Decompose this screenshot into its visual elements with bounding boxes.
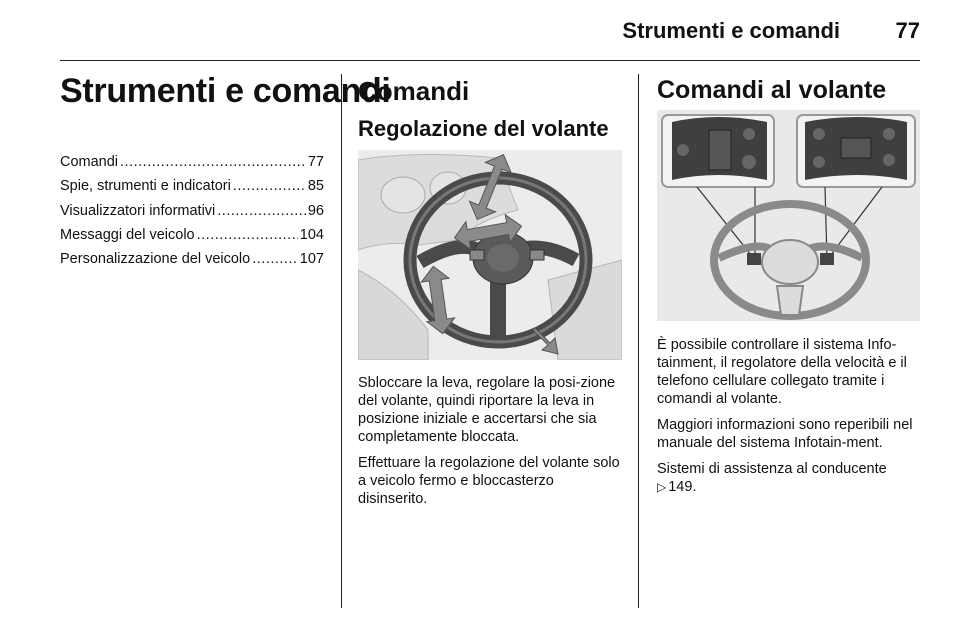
paragraph: Maggiori informazioni sono reperibili nel manuale del sistema Infotain-ment. (657, 417, 913, 451)
column-divider (638, 74, 639, 608)
section-heading: Comandi al volante (657, 76, 887, 104)
paragraph: È possibile controllare il sistema Info-tainment, il regolatore della velocità e il telefono cellulare collegato tramite i comandi al volante. (657, 337, 907, 407)
toc-entry[interactable]: Personalizzazione del veicolo ..... 107 (60, 247, 324, 271)
paragraph: Sbloccare la leva, regolare la posi-zione del volante, quindi riportare la leva in posizione iniziale e accertarsi che sia completamente bloccata. (358, 375, 616, 445)
column-divider (341, 74, 342, 608)
table-of-contents (60, 150, 324, 271)
chapter-title: Strumenti e comandi (60, 72, 391, 110)
steering-wheel-illustration (358, 150, 622, 360)
steering-adjustment-text (358, 374, 624, 516)
steering-controls-illustration (657, 110, 920, 321)
section-heading: Comandi (358, 76, 470, 106)
steering-controls-text (657, 336, 923, 504)
page-header (60, 14, 920, 61)
paragraph: Effettuare la regolazione del volante solo a veicolo fermo e bloccasterzo disinserito. (358, 455, 620, 507)
cross-reference[interactable]: Sistemi di assistenza al conducente ▷ 149. (657, 461, 887, 495)
toc-entry[interactable]: Visualizzatori informativi ..... 96 (60, 199, 324, 223)
toc-entry[interactable]: Messaggi del veicolo ..... 104 (60, 223, 324, 247)
crossref-text: Sistemi di assistenza al conducente (657, 461, 887, 477)
steering-adjustment-figure (358, 150, 622, 360)
toc-entry[interactable]: Comandi ..... 77 (60, 150, 324, 174)
running-header-title: Strumenti e comandi (622, 18, 840, 43)
toc-entry[interactable]: Spie, strumenti e indicatori ..... 85 (60, 174, 324, 198)
crossref-page: 149 (668, 479, 693, 495)
subsection-heading: Regolazione del volante (358, 116, 609, 141)
page-number: 77 (895, 18, 920, 43)
page-reference-icon: ▷ (657, 480, 667, 494)
steering-controls-figure (657, 110, 920, 321)
